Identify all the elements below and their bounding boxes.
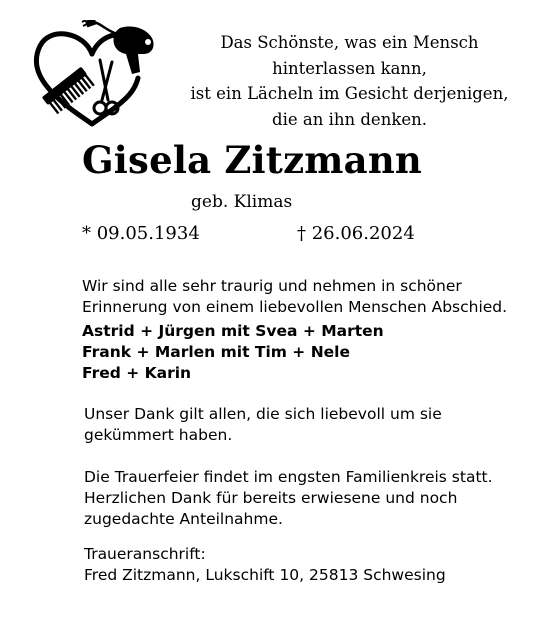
ceremony-line: zugedachte Anteilnahme. (84, 510, 283, 528)
maiden-name: geb. Klimas (191, 192, 293, 212)
farewell-text (82, 276, 532, 318)
birth-date: * 09.05.1934 (82, 223, 200, 244)
family-line: Frank + Marlen mit Tim + Nele (82, 343, 351, 361)
farewell-line: Erinnerung von einem liebevollen Menschen Abschied. (82, 298, 508, 316)
ceremony-line: Herzlichen Dank für bereits erwiesene und noch (84, 489, 458, 507)
address-line: Fred Zitzmann, Lukschift 10, 25813 Schwesing (84, 566, 446, 584)
heart-hairdresser-tools-icon (28, 20, 158, 130)
ceremony-text (84, 467, 534, 530)
address-label: Traueranschrift: (84, 545, 206, 563)
ceremony-line: Die Trauerfeier findet im engsten Familienkreis statt. (84, 468, 493, 486)
poem-quote (172, 30, 527, 132)
mourning-address (84, 544, 534, 586)
poem-line: Das Schönste, was ein Mensch (220, 33, 479, 52)
family-line: Fred + Karin (82, 364, 192, 382)
farewell-line: Wir sind alle sehr traurig und nehmen in schöner (82, 277, 462, 295)
thanks-text (84, 404, 534, 446)
thanks-line: Unser Dank gilt allen, die sich liebevoll um sie (84, 405, 442, 423)
family-names (82, 321, 532, 384)
thanks-line: gekümmert haben. (84, 426, 233, 444)
poem-line: die an ihn denken. (272, 109, 427, 129)
family-line: Astrid + Jürgen mit Svea + Marten (82, 322, 384, 340)
death-date: † 26.06.2024 (297, 223, 415, 244)
poem-line: hinterlassen kann, (272, 58, 427, 78)
poem-line: ist ein Lächeln im Gesicht derjenigen, (190, 84, 509, 103)
deceased-name: Gisela Zitzmann (82, 138, 423, 182)
